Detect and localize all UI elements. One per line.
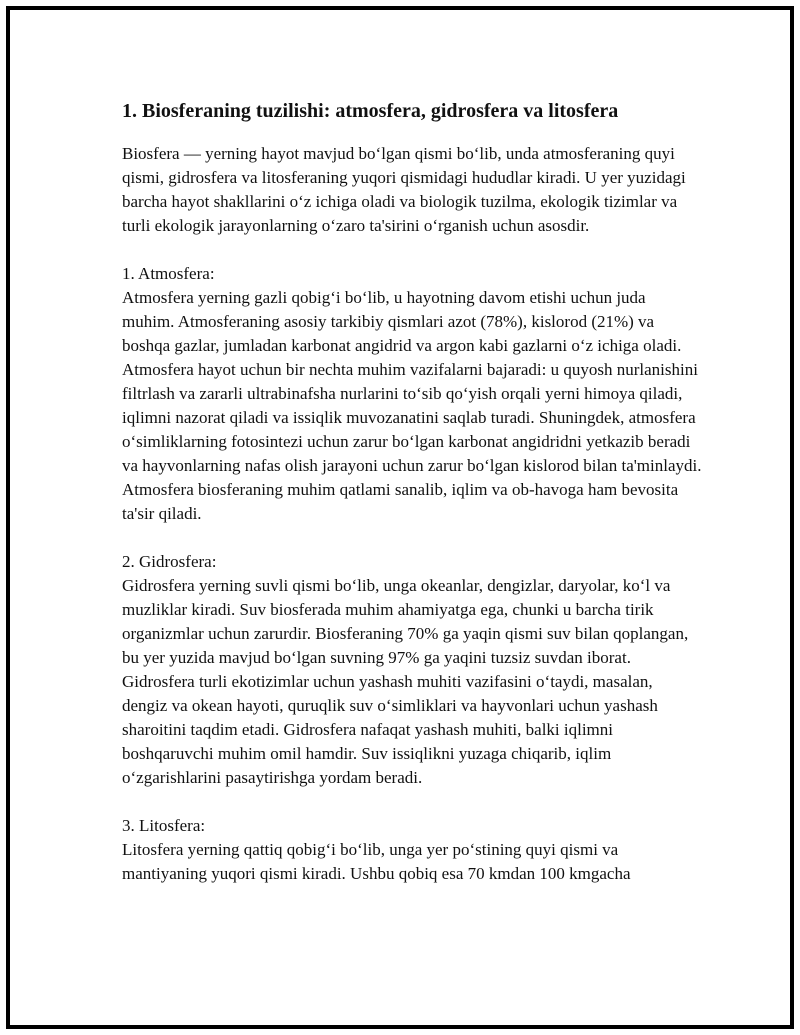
section-body-atmosfera: Atmosfera yerning gazli qobig‘i bo‘lib, u hayotning davom etishi uchun juda muhim. Atmosferaning asosiy tarkibiy qismlari azot (78%), kislorod (21%) va boshqa gazlar, jumladan karbonat angidrid va argon kabi gazlarni o‘z ichiga oladi. Atmosfera hayot uchun bir nechta muhim vazifalarni bajaradi: u quyosh nurlanishini filtrlash va zararli ultrabinafsha nurlarini to‘sib qo‘yish orqali yerni himoya qiladi, iqlimni nazorat qiladi va issiqlik muvozanatini saqlab turadi. Shuningdek, atmosfera o‘simliklarning fotosintezi uchun zarur bo‘lgan karbonat angidridni yetkazib beradi va hayvonlarning nafas olish jarayoni uchun zarur bo‘lgan kislorod bilan ta'minlaydi. Atmosfera biosferaning muhim qatlami sanalib, iqlim va ob-havoga ham bevosita ta'sir qiladi. [122, 288, 702, 523]
intro-paragraph: Biosfera — yerning hayot mavjud bo‘lgan qismi bo‘lib, unda atmosferaning quyi qismi, gidrosfera va litosferaning yuqori qismidagi hududlar kiradi. U yer yuzidagi barcha hayot shakllarini o‘z ichiga oladi va biologik tuzilma, ekologik tizimlar va turli ekologik jarayonlarning o‘zaro ta'sirini o‘rganish uchun asosdir. [122, 144, 686, 235]
document-content [122, 97, 702, 886]
paragraph-gap [122, 238, 702, 262]
section-heading-gidrosfera: 2. Gidrosfera: [122, 552, 217, 571]
section-heading-atmosfera: 1. Atmosfera: [122, 264, 215, 283]
paragraph-gap [122, 790, 702, 814]
document-title: 1. Biosferaning tuzilishi: atmosfera, gidrosfera va litosfera [122, 100, 619, 122]
section-body-litosfera: Litosfera yerning qattiq qobig‘i bo‘lib, unga yer po‘stining quyi qismi va mantiyaning yuqori qismi kiradi. Ushbu qobiq esa 70 kmdan 100 kmgacha [122, 840, 631, 883]
document-page [6, 6, 794, 1029]
paragraph-gap [122, 526, 702, 550]
section-heading-litosfera: 3. Litosfera: [122, 816, 206, 835]
section-body-gidrosfera: Gidrosfera yerning suvli qismi bo‘lib, unga okeanlar, dengizlar, daryolar, ko‘l va muzliklar kiradi. Suv biosferada muhim ahamiyatga ega, chunki u barcha tirik organizmlar uchun zarurdir. Biosferaning 70% ga yaqin qismi suv bilan qoplangan, bu yer yuzida mavjud bo‘lgan suvning 97% ga yaqini tuzsiz suvdan iborat. Gidrosfera turli ekotizimlar uchun yashash muhiti vazifasini o‘taydi, masalan, dengiz va okean hayoti, quruqlik suv o‘simliklari va hayvonlari uchun yashash sharoitini taqdim etadi. Gidrosfera nafaqat yashash muhiti, balki iqlimni boshqaruvchi muhim omil hamdir. Suv issiqlikni yuzaga chiqarib, iqlim o‘zgarishlarini pasaytirishga yordam beradi. [122, 576, 689, 787]
